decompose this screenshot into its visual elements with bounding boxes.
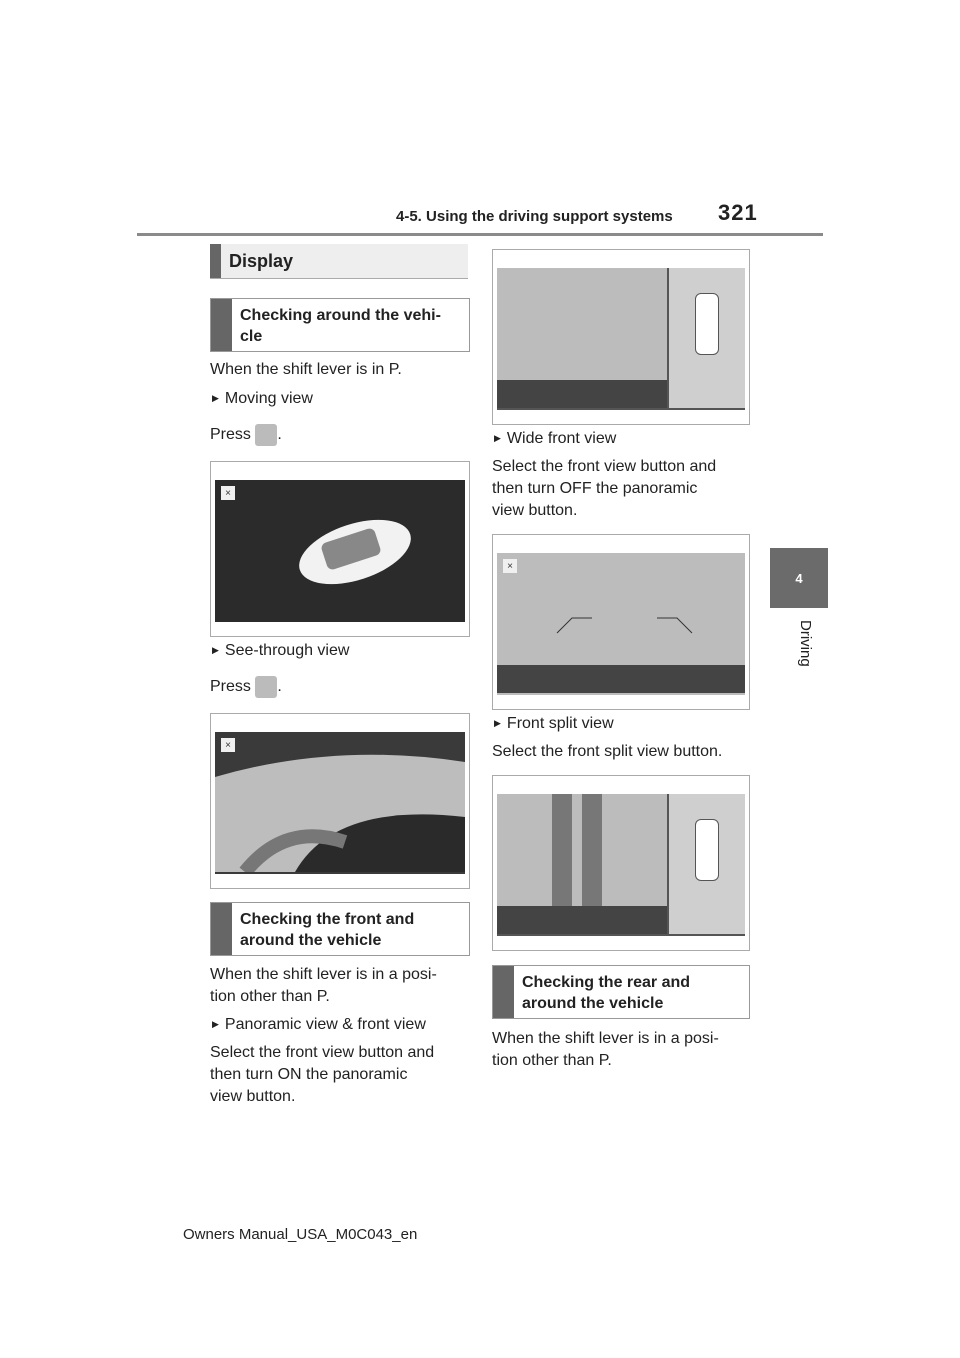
close-icon: × <box>503 559 517 573</box>
see-through-view-icon <box>255 676 277 698</box>
bullet-see-through-view: ▶ See-through view <box>212 640 349 663</box>
control-bar <box>497 380 667 408</box>
moving-view-icon <box>255 424 277 446</box>
control-bar <box>497 665 745 693</box>
moving-view-screen <box>210 461 470 637</box>
guide-lines <box>497 553 745 665</box>
front-camera-view <box>497 268 667 380</box>
paragraph: When the shift lever is in a posi- tion other than P. <box>492 1030 719 1069</box>
close-icon: × <box>221 486 235 500</box>
close-icon: × <box>221 738 235 752</box>
bullet-wide-front-view: ▶ Wide front view <box>494 428 616 451</box>
chapter-tab-label: Driving <box>797 620 814 667</box>
subheading-around-vehicle: Checking around the vehi- cle <box>210 298 470 352</box>
paragraph: When the shift lever is in a posi- tion other than P. <box>210 966 437 1005</box>
see-through-view-screen <box>210 713 470 889</box>
overhead-view <box>669 794 745 934</box>
bullet-front-split-view: ▶ Front split view <box>494 713 614 736</box>
chapter-tab: 4 <box>770 548 828 608</box>
paragraph: When the shift lever is in P. <box>210 361 402 378</box>
paragraph-press: Press . <box>210 424 282 446</box>
paragraph: Select the front split view button. <box>492 743 723 760</box>
display-title: Display <box>210 244 468 279</box>
control-bar <box>497 906 667 934</box>
see-through-illustration <box>215 732 465 872</box>
paragraph-press: Press . <box>210 676 282 698</box>
split-camera-view <box>497 794 667 906</box>
header-divider <box>137 233 823 236</box>
front-split-view-screen <box>492 775 750 951</box>
footer-manual-id: Owners Manual_USA_M0C043_en <box>183 1226 418 1243</box>
subheading-front-around-vehicle: Checking the front and around the vehicle <box>210 902 470 956</box>
panoramic-front-view-screen <box>492 249 750 425</box>
paragraph: Select the front view button and then turn ON the panoramic view button. <box>210 1044 435 1105</box>
car-illustration <box>215 480 465 620</box>
bullet-panoramic-view: ▶ Panoramic view & front view <box>212 1014 426 1037</box>
subheading-rear-around-vehicle: Checking the rear and around the vehicle <box>492 965 750 1019</box>
bullet-moving-view: ▶ Moving view <box>212 388 313 411</box>
overhead-view <box>669 268 745 408</box>
section-heading: 4-5. Using the driving support systems <box>396 208 673 225</box>
wide-front-view-screen <box>492 534 750 710</box>
paragraph: Select the front view button and then turn OFF the panoramic view button. <box>492 458 717 519</box>
page-number: 321 <box>718 200 758 225</box>
